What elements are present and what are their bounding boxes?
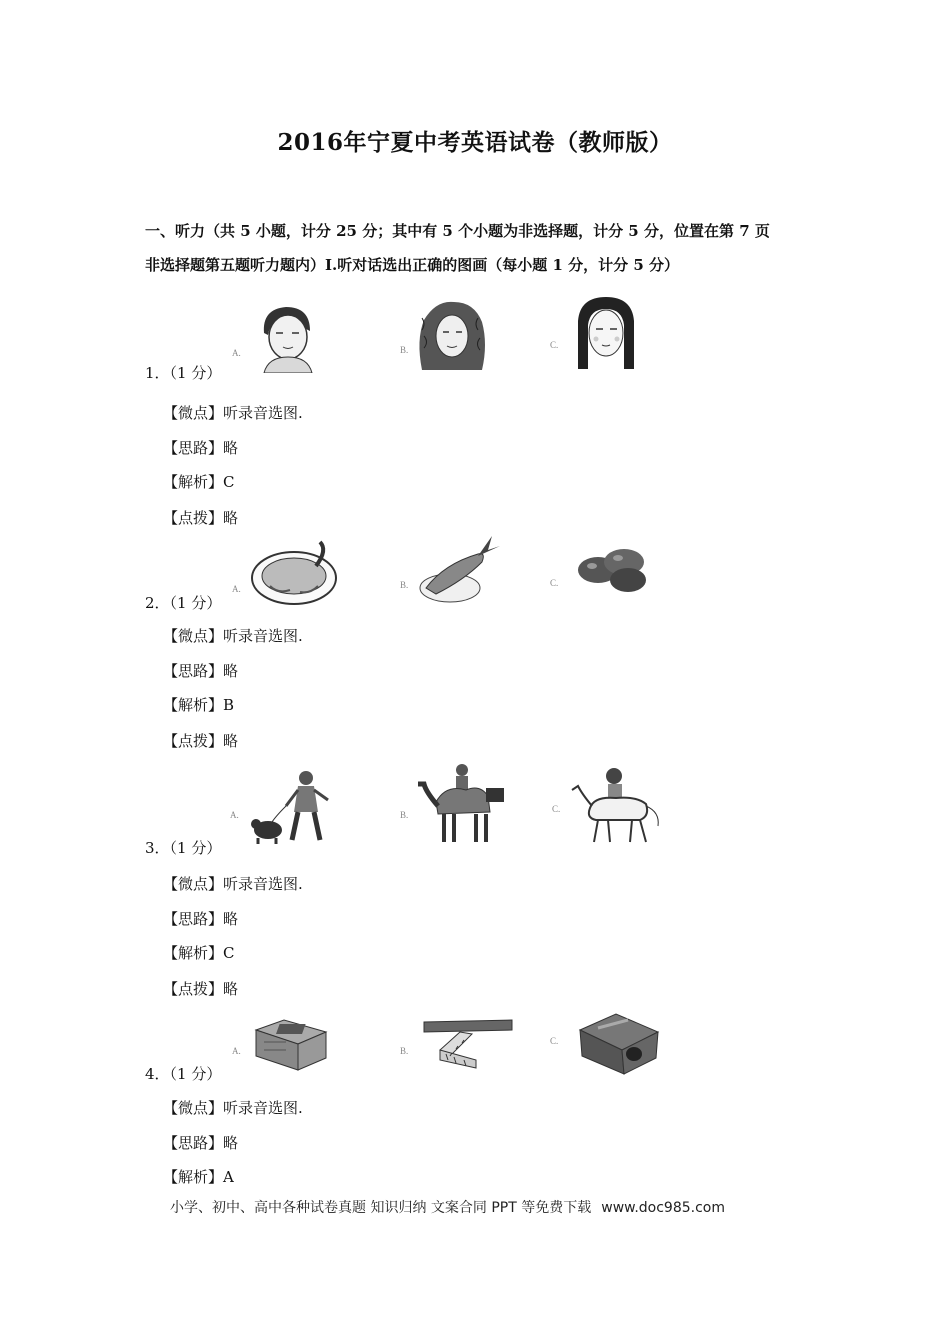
question-2-number: 2．（1 分） bbox=[145, 594, 222, 612]
boy-riding-horse-image bbox=[570, 764, 670, 848]
question-3-dianbo: 【点拨】略 bbox=[163, 980, 239, 998]
curly-long-haired-woman-image bbox=[412, 300, 492, 376]
section-heading-line-1: 一、听力（共 5 小题，计分 25 分；其中有 5 个小题为非选择题，计分 5 分，位置在第 7 页 bbox=[145, 222, 770, 240]
q1-choice-c: C. bbox=[550, 295, 646, 371]
section-heading bbox=[145, 214, 817, 282]
q1-choice-a: A. bbox=[232, 303, 334, 373]
q4-choice-a: A. bbox=[232, 1012, 336, 1076]
section-heading-line-2: 非选择题第五题听力题内）Ⅰ.听对话选出正确的图画（每小题 1 分，计分 5 分） bbox=[145, 256, 680, 274]
fish-plate-image bbox=[414, 534, 514, 606]
question-1-number: 1．（1 分） bbox=[145, 364, 222, 382]
ruler-image bbox=[420, 1016, 520, 1072]
q3-choice-b: B. bbox=[400, 762, 516, 846]
q3-choice-a: A. bbox=[230, 766, 356, 846]
question-1-weidian: 【微点】听录音选图. bbox=[163, 404, 303, 422]
question-1-dianbo: 【点拨】略 bbox=[163, 509, 239, 527]
question-4-weidian: 【微点】听录音选图. bbox=[163, 1099, 303, 1117]
pencil-sharpener-image bbox=[570, 1008, 670, 1078]
question-4-silu: 【思路】略 bbox=[163, 1134, 239, 1152]
q2-choice-c: C. bbox=[550, 540, 666, 600]
eggs-image bbox=[566, 540, 666, 600]
q1-choice-b: B. bbox=[400, 300, 492, 376]
question-2-weidian: 【微点】听录音选图. bbox=[163, 627, 303, 645]
question-2-silu: 【思路】略 bbox=[163, 662, 239, 680]
question-4-number: 4．（1 分） bbox=[145, 1065, 222, 1083]
question-3-weidian: 【微点】听录音选图. bbox=[163, 875, 303, 893]
q4-choice-c: C. bbox=[550, 1008, 670, 1078]
page-title: 2016年宁夏中考英语试卷（教师版） bbox=[277, 129, 673, 156]
person-on-camel-image bbox=[416, 762, 516, 846]
man-walking-dog-image bbox=[246, 766, 356, 846]
footer bbox=[170, 1197, 725, 1217]
q2-choice-b: B. bbox=[400, 534, 514, 606]
roast-chicken-plate-image bbox=[246, 538, 346, 608]
question-2-dianbo: 【点拨】略 bbox=[163, 732, 239, 750]
question-2-jiexi: 【解析】B bbox=[163, 696, 235, 714]
short-haired-person-image bbox=[244, 303, 334, 373]
question-1-jiexi: 【解析】C bbox=[163, 473, 235, 491]
straight-long-haired-girl-image bbox=[566, 295, 646, 371]
q4-choice-b: B. bbox=[400, 1016, 520, 1072]
q2-choice-a: A. bbox=[232, 538, 346, 608]
question-4-jiexi: 【解析】A bbox=[163, 1168, 234, 1186]
eraser-image bbox=[246, 1012, 336, 1076]
question-3-silu: 【思路】略 bbox=[163, 910, 239, 928]
footer-text: 小学、初中、高中各种试卷真题 知识归纳 文案合同 PPT 等免费下载 bbox=[170, 1200, 592, 1216]
question-3-jiexi: 【解析】C bbox=[163, 944, 235, 962]
question-3-number: 3．（1 分） bbox=[145, 839, 222, 857]
question-1-silu: 【思路】略 bbox=[163, 439, 239, 457]
footer-link[interactable]: www.doc985.com bbox=[601, 1200, 725, 1216]
q3-choice-c: C. bbox=[552, 764, 670, 848]
